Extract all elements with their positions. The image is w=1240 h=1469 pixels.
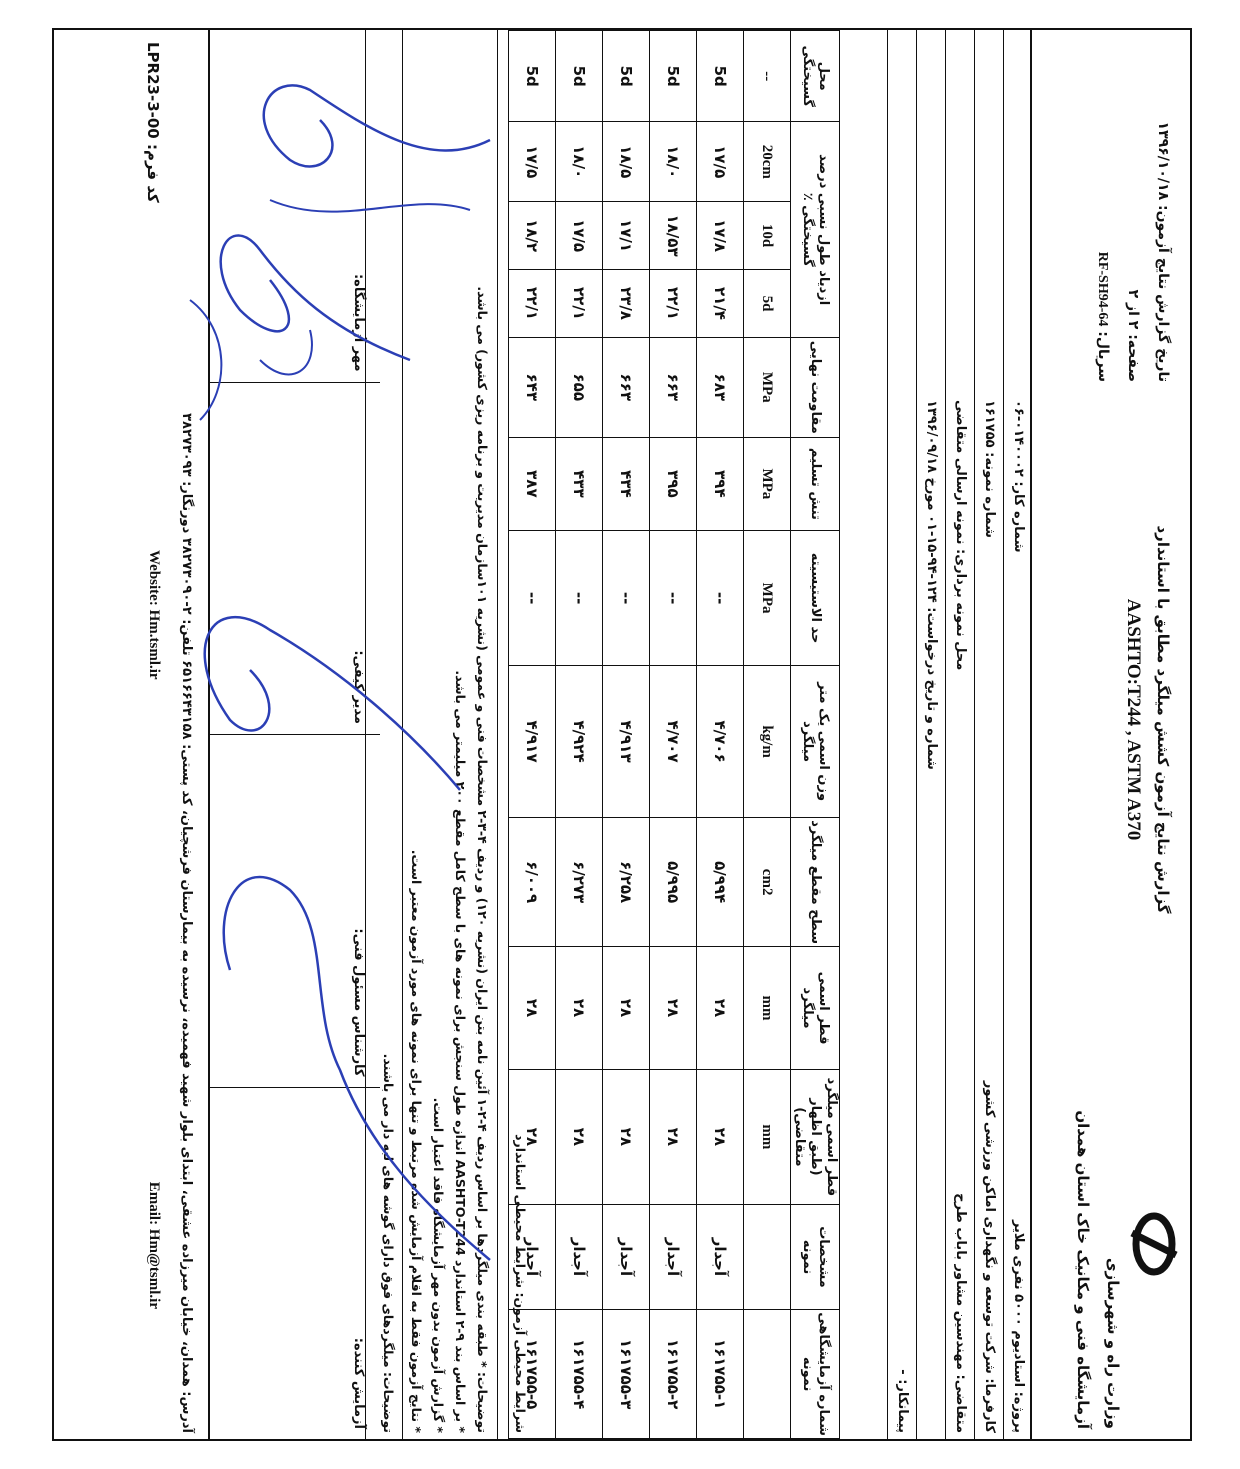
expert-label: کارشناس مسئول فنی: <box>351 928 366 1077</box>
header-mass: وزن اسمی یک متر میلگرد <box>791 665 840 817</box>
stamp-label: مهر آزمایشگاه: <box>351 273 366 372</box>
table-cell: ۲۸ <box>603 947 650 1070</box>
units-row <box>744 31 791 1439</box>
table-cell: آجدار <box>603 1204 650 1309</box>
table-cell: ۱۶۱۷۵۵-۵ <box>509 1310 556 1439</box>
header-nominal: قطر اسمی میلگرد <box>791 947 840 1070</box>
table-cell: ۴۳۳ <box>556 437 603 531</box>
table-cell: آجدار <box>509 1204 556 1309</box>
table-cell: ۲۸ <box>556 1070 603 1205</box>
report-date: تاریخ گزارش نتایج آزمون: ۱۳۹۶/۱۰/۱۸ <box>1155 121 1171 382</box>
note-4: * نتایج آزمون فقط به اقلام آزمایش شده مرتبط و تنها برای نمونه های مورد آزمون معتبر است. <box>409 849 424 1433</box>
note-5: توضیحات: میلگردهای فوق دارای گوشه های لبه دار می باشند. <box>365 30 402 1439</box>
contractor-row <box>887 30 916 1439</box>
table-cell: ۶/۰۰۹ <box>509 818 556 947</box>
table-cell: ۱۷/۵ <box>509 122 556 202</box>
table-cell: -- <box>697 531 744 666</box>
table-cell: ۴۳۴ <box>603 437 650 531</box>
serial-number: RF-SH94-64 <box>1095 251 1110 327</box>
table-cell: ۲۸ <box>509 947 556 1070</box>
table-cell: ۶۵۵ <box>556 337 603 437</box>
unit-cell: 20cm <box>744 122 791 202</box>
table-cell: ۱۸/۵ <box>603 122 650 202</box>
unit-cell <box>744 1310 791 1439</box>
table-cell: ۴/۹۱۳ <box>603 665 650 817</box>
table-cell: ۲۱/۴ <box>697 270 744 338</box>
header-area: سطح مقطع میلگرد <box>791 818 840 947</box>
table-row <box>556 31 603 1439</box>
table-cell: آجدار <box>556 1204 603 1309</box>
stamp-box <box>210 30 380 382</box>
serial-line <box>1087 42 1118 382</box>
unit-cell: 5d <box>744 270 791 338</box>
tester-label: آزمایش کننده: <box>351 1337 366 1429</box>
table-cell: ۶۶۳ <box>650 337 697 437</box>
table-row <box>650 31 697 1439</box>
table-cell: ۳۹۵ <box>650 437 697 531</box>
request-number: شماره و تاریخ درخواست: ۱۲۴-۹۴-۱۵-۰۱ مورخ ۱۳۹۶/۰۹/۱۸ <box>924 400 939 770</box>
title-block <box>1122 390 1172 1049</box>
table-cell: ۲۲/۱ <box>509 270 556 338</box>
form-code: کد فرم: LPR23-3-00 <box>144 42 162 203</box>
project-row <box>1003 30 1032 1439</box>
table-cell: ۲۳/۸ <box>603 270 650 338</box>
sampling-place: محل نمونه برداری: نمونه ارسالی متقاضی <box>953 400 968 671</box>
table-cell: ۲۸ <box>697 947 744 1070</box>
table-cell: 5d <box>509 31 556 122</box>
table-cell: ۶/۲۵۸ <box>603 818 650 947</box>
report-meta <box>1087 42 1178 382</box>
table-cell: ۱۸/۲ <box>509 202 556 270</box>
results-table <box>508 30 840 1439</box>
table-cell: -- <box>650 531 697 666</box>
serial-label: سریال: <box>1095 331 1111 382</box>
table-cell: ۱۶۱۷۵۵-۴ <box>556 1310 603 1439</box>
table-cell: ۱۸/۵۳ <box>650 202 697 270</box>
signature-section <box>208 30 380 1439</box>
lab-name: آزمایشگاه فنی و مکانیک خاک استان همدان <box>1074 1110 1092 1429</box>
table-cell: ۶۴۳ <box>509 337 556 437</box>
table-cell: ۱۸/۰ <box>556 122 603 202</box>
unit-cell: kg/m <box>744 665 791 817</box>
table-cell: 5d <box>697 31 744 122</box>
conditions-note: شرایط محیطی آزمون: شرایط محیطی استاندارد <box>497 30 534 1439</box>
results-table-wrap <box>508 30 840 1439</box>
employer-row <box>974 30 1003 1439</box>
table-cell: ۲۸ <box>697 1070 744 1205</box>
unit-cell: MPa <box>744 531 791 666</box>
table-cell: ۶۶۳ <box>603 337 650 437</box>
report-header <box>1030 30 1190 1439</box>
unit-cell: cm2 <box>744 818 791 947</box>
project: پروژه: استادیوم ۵۰۰۰ نفری ملایر <box>1011 1219 1026 1433</box>
table-cell: ۱۷/۵ <box>556 202 603 270</box>
table-cell: ۲۸ <box>556 947 603 1070</box>
header-uts: مقاومت نهایی <box>791 337 840 437</box>
note-1: توضیحات: * طبقه بندی میلگردها بر اساس ردیف ۴-۲-۱ آئین نامه بتن ایران (نشریه ۱۲۰) و ردیف ۴-۳-۲ مشخصات فنی و عمومی (نشریه ۱۰۱سازمان مدیریت و برنامه ریزی کشور) می باشد. <box>475 286 490 1433</box>
table-cell: آجدار <box>650 1204 697 1309</box>
sample-number: شماره نمونه: ۱۶۱۷۵۵ <box>982 400 997 538</box>
manager-box <box>210 382 380 735</box>
table-cell: ۶/۲۷۳ <box>556 818 603 947</box>
table-cell: ۱۸/۰ <box>650 122 697 202</box>
table-cell: ۳۸۷ <box>509 437 556 531</box>
lab-address: آدرس: همدان، خیابان میرزاده عشقی، ابتدای بلوار شهید فهمیده، نرسیده به بیمارستان فرشچیان، کد پستی: ۶۵۱۶۶۴۳۱۵۸ تلفن: ۲-۳۸۲۷۳۰۹۰ دورنگار: ۳۸۲۷۳۰۹۳ <box>179 413 194 1433</box>
tester-box <box>210 1087 380 1440</box>
table-cell: ۱۶۱۷۵۵-۱ <box>697 1310 744 1439</box>
job-number: شماره کار: ۰۱۴۰۰۰۲-۰۶ <box>1011 400 1026 553</box>
table-cell: ۴/۹۲۴ <box>556 665 603 817</box>
header-row <box>791 31 840 1439</box>
lab-website: Website: Hm.tsml.ir <box>146 550 162 680</box>
unit-cell: 10d <box>744 202 791 270</box>
ministry-name: وزارت راه و شهرسازی <box>1104 1257 1122 1429</box>
unit-cell <box>744 1204 791 1309</box>
unit-cell: MPa <box>744 337 791 437</box>
standard-code: AASHTO:T244 , ASTM A370 <box>1123 598 1144 841</box>
report-frame <box>52 28 1192 1441</box>
table-cell: 5d <box>556 31 603 122</box>
table-cell: ۱۶۱۷۵۵-۲ <box>650 1310 697 1439</box>
unit-cell: MPa <box>744 437 791 531</box>
table-cell: ۶۸۳ <box>697 337 744 437</box>
table-cell: ۱۶۱۷۵۵-۳ <box>603 1310 650 1439</box>
header-lab-no: شماره آزمایشگاهی نمونه <box>791 1310 840 1439</box>
table-row <box>603 31 650 1439</box>
table-cell: ۴/۷۰۷ <box>650 665 697 817</box>
table-cell: آجدار <box>697 1204 744 1309</box>
employer: کارفرما: شرکت توسعه و نگهداری اماکن ورزشی کشور <box>982 1080 997 1433</box>
manager-label: مدیر کیفی: <box>351 650 366 724</box>
table-cell: -- <box>556 531 603 666</box>
lab-logo-icon <box>1128 1209 1180 1279</box>
page-number: صفحه: ۲ از ۲ <box>1125 289 1141 382</box>
note-3: * گزارش آزمون بدون مهر آزمایشگاه فاقد اعتبار است. <box>431 1097 446 1433</box>
header-limit: حد الاستیسیته <box>791 531 840 666</box>
applicant: متقاضی: مهندسین مشاور باباب طرح <box>953 1193 968 1433</box>
table-cell: ۲۲/۱ <box>556 270 603 338</box>
table-cell: ۳۹۴ <box>697 437 744 531</box>
table-body <box>509 31 744 1439</box>
table-cell: 5d <box>603 31 650 122</box>
info-section <box>887 30 1032 1439</box>
table-cell: ۲۸ <box>650 947 697 1070</box>
table-cell: ۲۸ <box>603 1070 650 1205</box>
table-cell: ۱۷/۸ <box>697 202 744 270</box>
header-location: محل گسیختگی <box>791 31 840 122</box>
note-2: * بر اساس بند ۹-۲ استاندارد AASHTO-T244 اندازه طول سنجش برای نمونه های با سطح کامل مقطع ۲۰۰ میلیمتر می باشد. <box>453 670 468 1433</box>
applicant-row <box>945 30 974 1439</box>
header-elongation: ازدیاد طول نسبی درصد گسیختگی ٪ <box>791 122 840 338</box>
table-cell: -- <box>509 531 556 666</box>
table-cell: ۴/۹۱۷ <box>509 665 556 817</box>
table-cell: -- <box>603 531 650 666</box>
header-yield: تنش تسلیم <box>791 437 840 531</box>
table-cell: ۵/۹۹۵ <box>650 818 697 947</box>
unit-cell: -- <box>744 31 791 122</box>
request-row <box>916 30 945 1439</box>
unit-cell: mm <box>744 947 791 1070</box>
expert-box <box>210 734 380 1087</box>
contractor: پیمانکار: - <box>895 1369 910 1433</box>
unit-cell: mm <box>744 1070 791 1205</box>
notes-block <box>402 30 497 1439</box>
table-cell: ۱۷/۱ <box>603 202 650 270</box>
header-nominal-declared: قطر اسمی میلگرد (طبق اظهار متقاضی) <box>791 1070 840 1205</box>
report-title: گزارش نتایج آزمون کشش میلگرد مطابق با استاندارد <box>1154 525 1172 914</box>
table-cell: ۲۸ <box>509 1070 556 1205</box>
table-cell: ۵/۹۹۴ <box>697 818 744 947</box>
table-cell: ۱۷/۵ <box>697 122 744 202</box>
notes-section <box>365 30 534 1439</box>
table-cell: ۲۸ <box>650 1070 697 1205</box>
lab-email: Email: Hm@tsml.ir <box>146 1181 162 1309</box>
header-spec: مشخصات نمونه <box>791 1204 840 1309</box>
table-row <box>697 31 744 1439</box>
table-cell: ۴/۷۰۶ <box>697 665 744 817</box>
table-cell: ۲۲/۱ <box>650 270 697 338</box>
table-cell: 5d <box>650 31 697 122</box>
report-sheet <box>22 20 1202 1449</box>
